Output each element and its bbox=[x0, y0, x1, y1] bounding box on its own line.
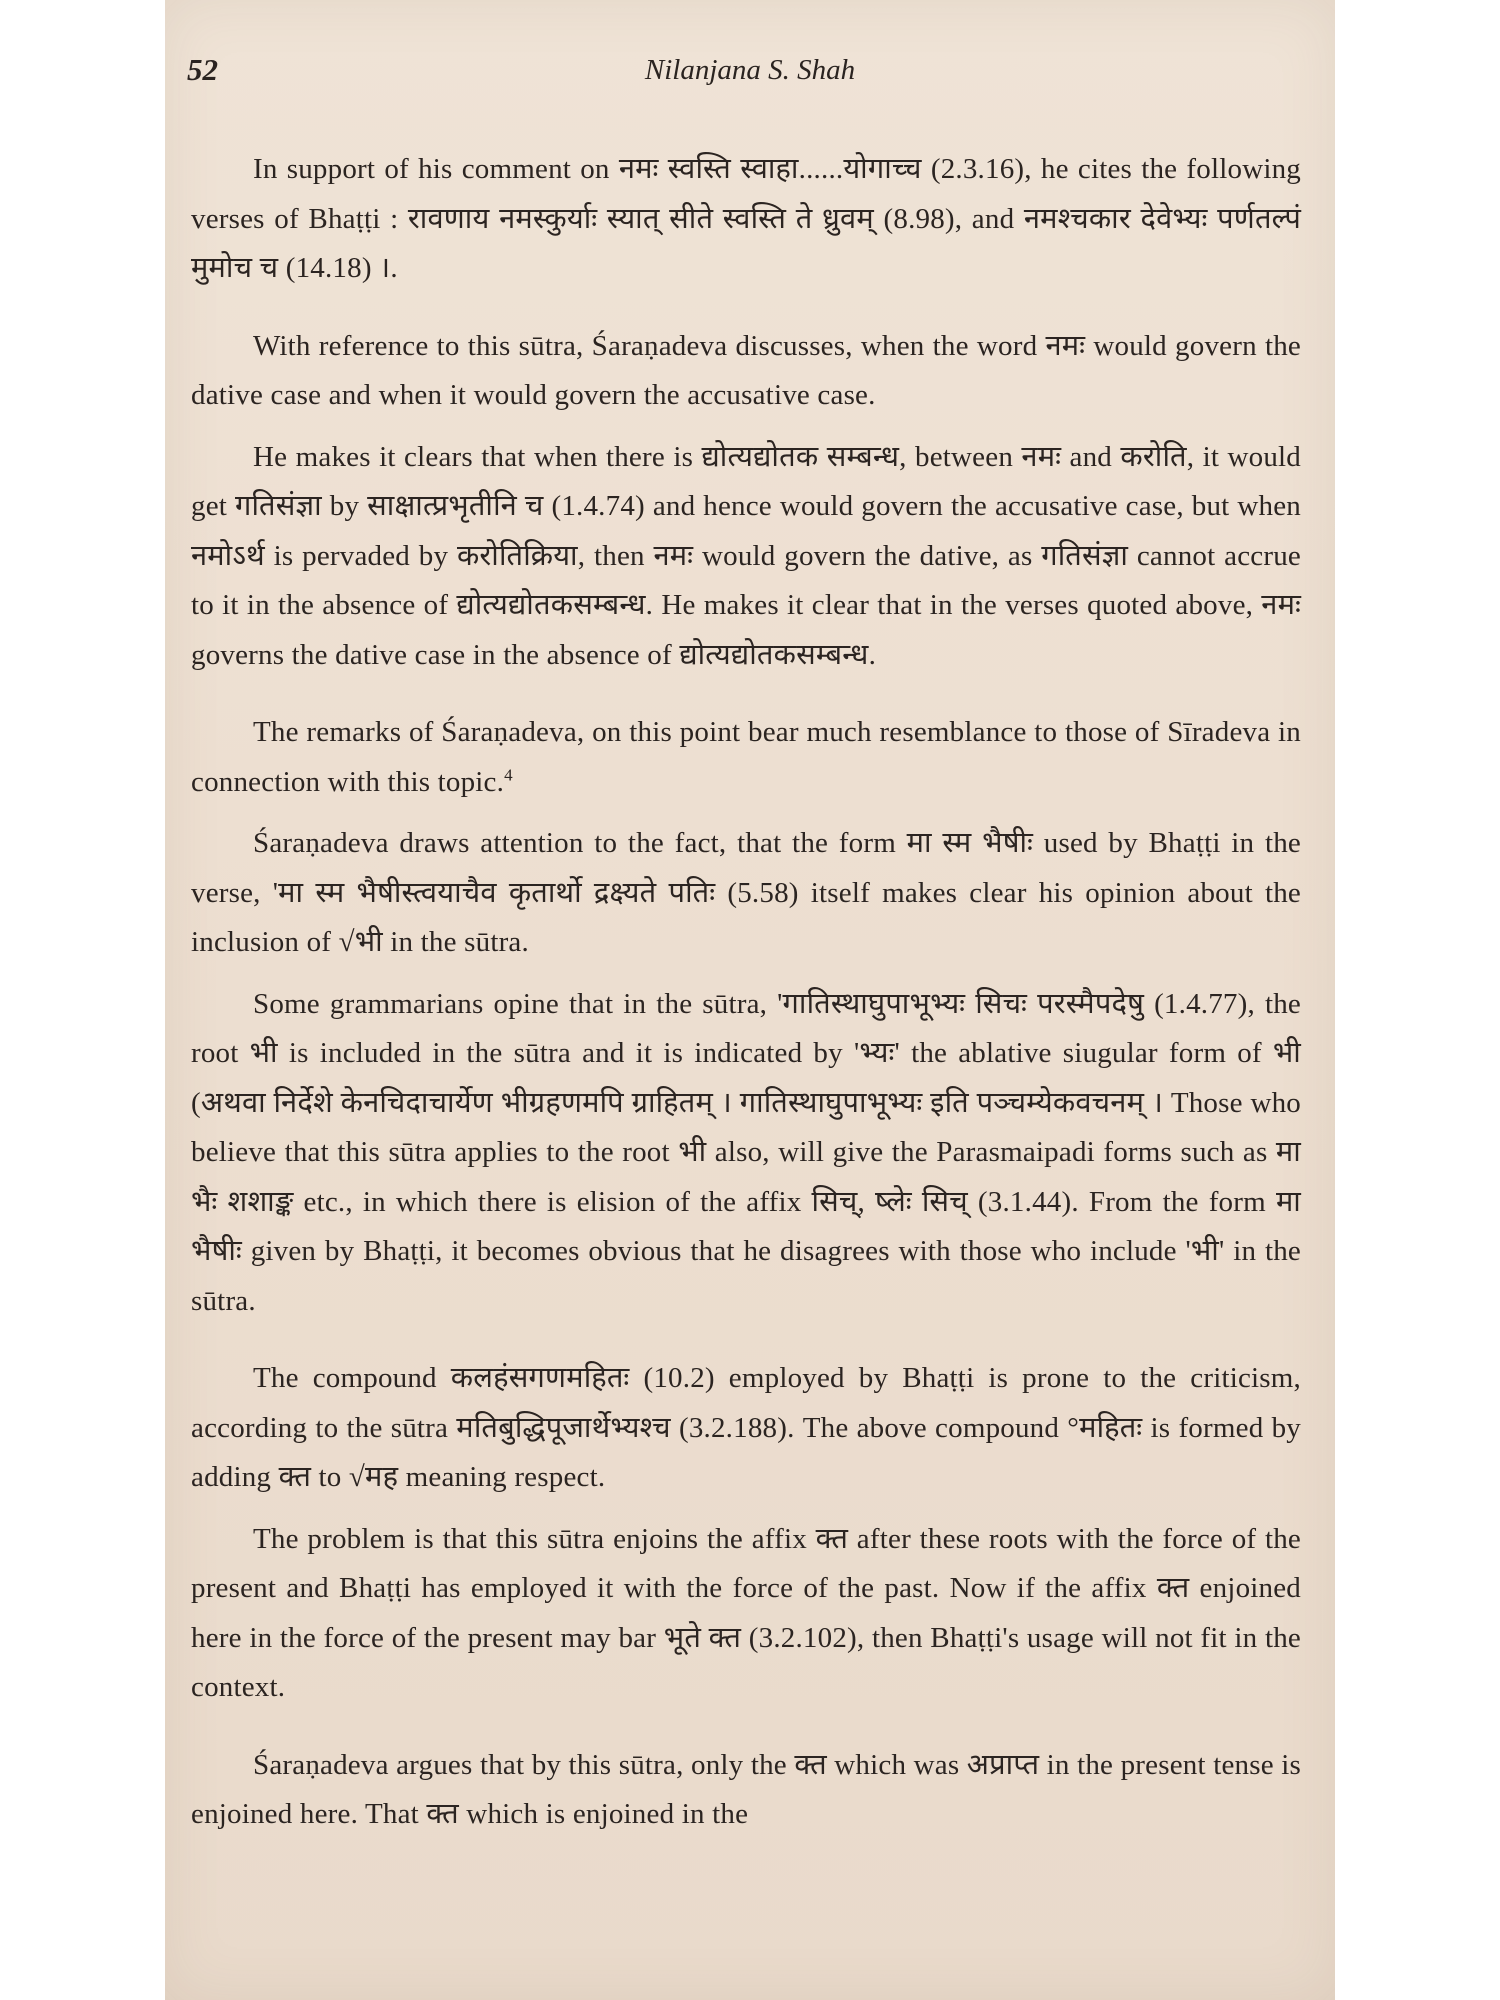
paragraph: The compound कलहंसगणमहितः (10.2) employed by Bhaṭṭi is prone to the criticism, according to the sūtra मतिबुद्धिपूजार्थेभ्यश्च (3.2.188). The above compound °महितः is formed by adding क्त to √मह meaning respect. bbox=[191, 1362, 1301, 1493]
body-text bbox=[191, 145, 1301, 1852]
paragraph: The remarks of Śaraṇadeva, on this point bear much resemblance to those of Sīradeva in connection with this topic.$^4$ bbox=[191, 716, 1301, 798]
paragraph: Śaraṇadeva argues that by this sūtra, only the क्त which was अप्राप्त in the present tense is enjoined here. That क्त which is enjoined in the bbox=[191, 1748, 1301, 1830]
paragraph: The problem is that this sūtra enjoins the affix क्त after these roots with the force of the present and Bhaṭṭi has employed it with the force of the past. Now if the affix क्त enjoined here in the force of the present may bar भूते क्त (3.2.102), then Bhaṭṭi's usage will not fit in the context. bbox=[191, 1522, 1301, 1703]
book-page bbox=[165, 0, 1335, 2000]
paragraph: Some grammarians opine that in the sūtra, 'गातिस्थाघुपाभूभ्यः सिचः परस्मैपदेषु (1.4.77), the root भी is included in the sūtra and it is indicated by 'भ्यः' the ablative siugular form of भी (अथवा निर्देशे केनचिदाचार्येण भीग्रहणमपि ग्राहितम् । गातिस्थाघुपाभूभ्यः इति पञ्चम्येकवचनम् । Those who believe that this sūtra applies to the root भी also, will give the Parasmaipadi forms such as मा भैः शशाङ्क etc., in which there is elision of the affix सिच्, ष्लेः सिच् (3.1.44). From the form मा भैषीः given by Bhaṭṭi, it becomes obvious that he disagrees with those who include 'भी' in the sūtra. bbox=[191, 987, 1301, 1317]
footnote-marker: 4 bbox=[504, 764, 513, 784]
paragraph: In support of his comment on नमः स्वस्ति स्वाहा......योगाच्च (2.3.16), he cites the following verses of Bhaṭṭi : रावणाय नमस्कुर्याः स्यात् सीते स्वस्ति ते ध्रुवम् (8.98), and नमश्चकार देवेभ्यः पर्णतल्पं मुमोच च (14.18) ।. bbox=[191, 153, 1301, 284]
page-number: 52 bbox=[187, 52, 218, 87]
running-head: Nilanjana S. Shah bbox=[644, 54, 856, 86]
page-header bbox=[187, 52, 1313, 98]
paragraph: With reference to this sūtra, Śaraṇadeva discusses, when the word नमः would govern the dative case and when it would govern the accusative case. bbox=[191, 329, 1301, 411]
paragraph: He makes it clears that when there is द्योत्यद्योतक सम्बन्ध, between नमः and करोति, it would get गतिसंज्ञा by साक्षात्प्रभृतीनि च (1.4.74) and hence would govern the accusative case, but when नमोऽर्थ is pervaded by करोतिक्रिया, then नमः would govern the dative, as गतिसंज्ञा cannot accrue to it in the absence of द्योत्यद्योतकसम्बन्ध. He makes it clear that in the verses quoted above, नमः governs the dative case in the absence of द्योत्यद्योतकसम्बन्ध. bbox=[191, 440, 1301, 671]
paragraph: Śaraṇadeva draws attention to the fact, that the form मा स्म भैषीः used by Bhaṭṭi in the verse, 'मा स्म भैषीस्त्वयाचैव कृतार्थो द्रक्ष्यते पतिः (5.58) itself makes clear his opinion about the inclusion of √भी in the sūtra. bbox=[191, 827, 1301, 958]
